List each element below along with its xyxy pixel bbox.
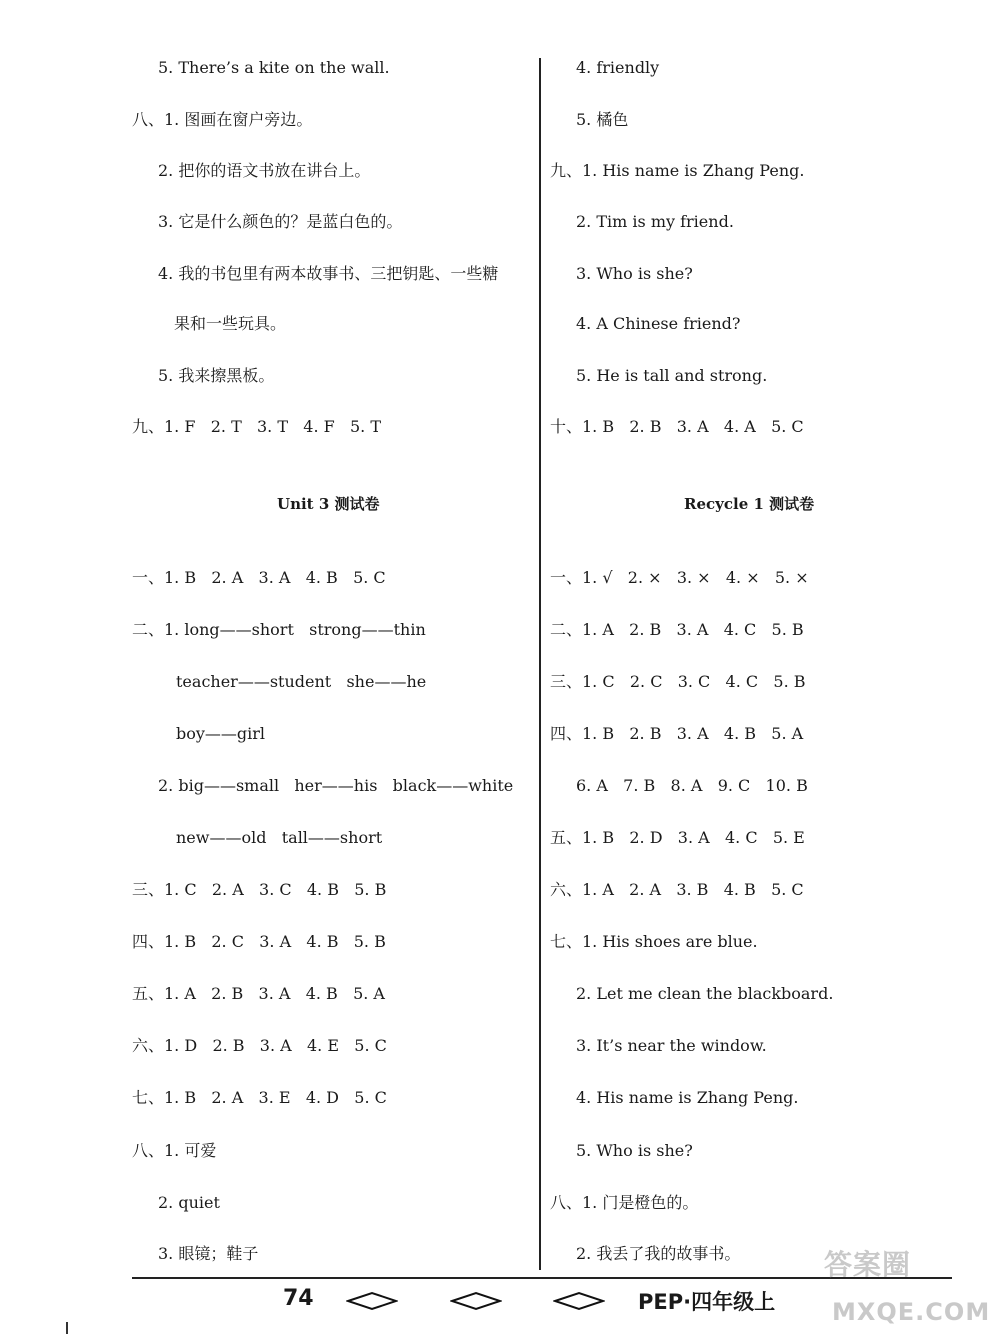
diamond-ornament-icon (553, 1291, 605, 1311)
grade-label: PEP·四年级上 (638, 1290, 776, 1314)
answer-line: 6. A 7. B 8. A 9. C 10. B (576, 776, 808, 795)
answer-line: 九、1. His name is Zhang Peng. (550, 161, 805, 180)
answer-line: 4. A Chinese friend? (576, 314, 741, 333)
answer-line: 2. quiet (158, 1193, 220, 1212)
answer-line: 一、1. √ 2. × 3. × 4. × 5. × (550, 568, 809, 587)
answer-line: 5. There’s a kite on the wall. (158, 58, 390, 77)
answer-line: 2. Tim is my friend. (576, 212, 734, 231)
answer-line: 5. He is tall and strong. (576, 366, 768, 385)
section-title: Unit 3 测试卷 (277, 495, 380, 513)
answer-line: 2. 我丢了我的故事书。 (576, 1244, 741, 1263)
watermark-url: MXQE.COM (832, 1298, 991, 1326)
answer-line: teacher——student she——he (176, 672, 427, 691)
answer-line: 三、1. C 2. C 3. C 4. C 5. B (550, 672, 806, 691)
page-number: 74 (283, 1286, 314, 1311)
answer-line: 3. 眼镜；鞋子 (158, 1244, 259, 1263)
answer-line: 九、1. F 2. T 3. T 4. F 5. T (132, 417, 382, 436)
answer-line: 5. 橘色 (576, 110, 629, 129)
answer-line: 3. Who is she? (576, 264, 693, 283)
answer-line: 5. Who is she? (576, 1141, 693, 1160)
answer-line: 2. Let me clean the blackboard. (576, 984, 834, 1003)
answer-line: 2. big——small her——his black——white (158, 776, 514, 795)
answer-line: 一、1. B 2. A 3. A 4. B 5. C (132, 568, 386, 587)
answer-line: 八、1. 门是橙色的。 (550, 1193, 699, 1212)
section-title: Recycle 1 测试卷 (684, 495, 815, 513)
answer-line: 4. friendly (576, 58, 660, 77)
diamond-ornament-icon (450, 1291, 502, 1311)
answer-line: 果和一些玩具。 (174, 314, 287, 333)
answer-line: 5. 我来擦黑板。 (158, 366, 275, 385)
answer-line: 六、1. A 2. A 3. B 4. B 5. C (550, 880, 804, 899)
diamond-ornament-icon (346, 1291, 398, 1311)
answer-line: 八、1. 图画在窗户旁边。 (132, 110, 313, 129)
answer-line: 七、1. His shoes are blue. (550, 932, 758, 951)
answer-line: 四、1. B 2. C 3. A 4. B 5. B (132, 932, 386, 951)
answer-line: 七、1. B 2. A 3. E 4. D 5. C (132, 1088, 387, 1107)
answer-line: 2. 把你的语文书放在讲台上。 (158, 161, 371, 180)
column-divider (539, 58, 541, 1270)
answer-line: 3. It’s near the window. (576, 1036, 767, 1055)
answer-line: 二、1. A 2. B 3. A 4. C 5. B (550, 620, 804, 639)
answer-line: boy——girl (176, 724, 266, 743)
answer-line: 三、1. C 2. A 3. C 4. B 5. B (132, 880, 387, 899)
answer-line: new——old tall——short (176, 828, 383, 847)
watermark-logo: 答案圈 (824, 1248, 912, 1281)
answer-line: 3. 它是什么颜色的？是蓝白色的。 (158, 212, 403, 231)
answer-line: 四、1. B 2. B 3. A 4. B 5. A (550, 724, 804, 743)
answer-line: 六、1. D 2. B 3. A 4. E 5. C (132, 1036, 387, 1055)
answer-line: 五、1. A 2. B 3. A 4. B 5. A (132, 984, 385, 1003)
answer-line: 二、1. long——short strong——thin (132, 620, 426, 639)
crop-mark (66, 1322, 68, 1334)
answer-line: 4. His name is Zhang Peng. (576, 1088, 799, 1107)
answer-line: 4. 我的书包里有两本故事书、三把钥匙、一些糖 (158, 264, 499, 283)
answer-line: 十、1. B 2. B 3. A 4. A 5. C (550, 417, 804, 436)
answer-line: 八、1. 可爱 (132, 1141, 217, 1160)
answer-line: 五、1. B 2. D 3. A 4. C 5. E (550, 828, 805, 847)
